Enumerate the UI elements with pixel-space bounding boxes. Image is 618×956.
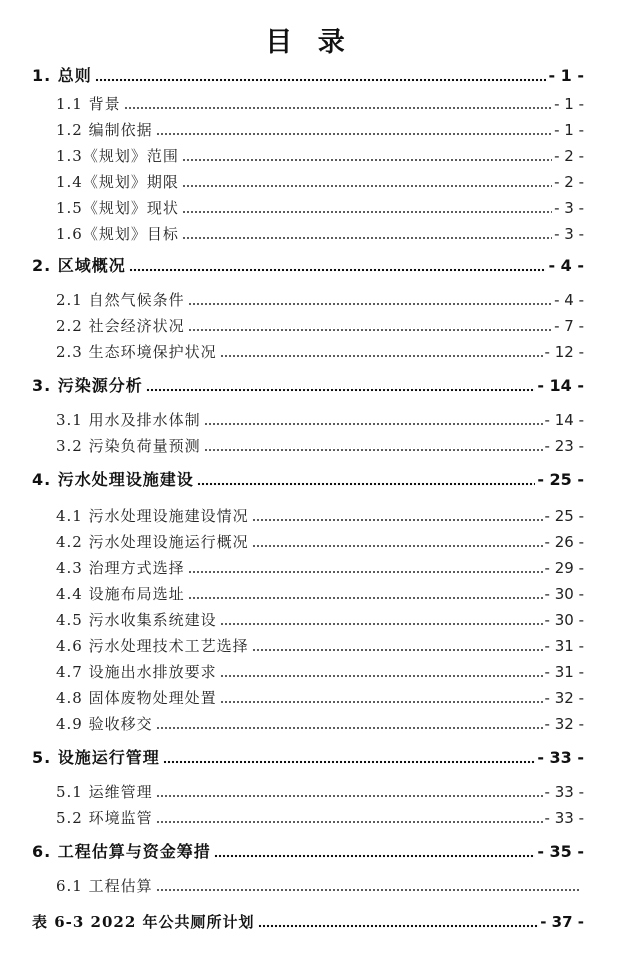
toc-entry-page: - 2 - — [554, 173, 584, 191]
toc-section-entry[interactable] — [0, 432, 618, 456]
toc-table-entry[interactable] — [0, 908, 618, 932]
toc-entry-page: - 1 - — [554, 95, 584, 113]
toc-entry-label: 4.1 污水处理设施建设情况 — [56, 507, 249, 525]
toc-section-entry[interactable] — [0, 632, 618, 656]
toc-entry-label: 1.3《规划》范围 — [56, 147, 179, 165]
toc-entry-page: - 37 - — [540, 913, 584, 931]
toc-entry-label: 2.2 社会经济状况 — [56, 317, 185, 335]
toc-entry-label: 1. 总则 — [32, 66, 92, 85]
toc-chapter-entry[interactable] — [0, 372, 618, 396]
toc-entry-page: - 25 - — [537, 470, 584, 489]
toc-entry-label: 1.1 背景 — [56, 95, 121, 113]
dot-leader — [214, 854, 536, 858]
toc-section-entry[interactable] — [0, 116, 618, 140]
toc-section-entry[interactable] — [0, 312, 618, 336]
dot-leader — [252, 518, 543, 522]
toc-entry-page: - 31 - — [544, 637, 584, 655]
toc-section-entry[interactable] — [0, 554, 618, 578]
toc-section-entry[interactable] — [0, 220, 618, 244]
toc-chapter-entry[interactable] — [0, 466, 618, 490]
dot-leader — [163, 760, 536, 764]
dot-leader — [188, 596, 543, 600]
toc-section-entry[interactable] — [0, 90, 618, 114]
toc-entry-label: 4.8 固体废物处理处置 — [56, 689, 217, 707]
toc-entry-label: 4.6 污水处理技术工艺选择 — [56, 637, 249, 655]
toc-entry-label: 4.9 验收移交 — [56, 715, 153, 733]
toc-entry-label: 3.2 污染负荷量预测 — [56, 437, 201, 455]
toc-section-entry[interactable] — [0, 194, 618, 218]
toc-entry-label: 1.4《规划》期限 — [56, 173, 179, 191]
toc-entry-label: 5.1 运维管理 — [56, 783, 153, 801]
toc-entry-page: - 3 - — [554, 199, 584, 217]
toc-entry-page: - 29 - — [544, 559, 584, 577]
toc-entry-page: - 33 - — [544, 809, 584, 827]
toc-entry-page: - 3 - — [554, 225, 584, 243]
dot-leader — [220, 674, 543, 678]
toc-section-entry[interactable] — [0, 778, 618, 802]
dot-leader — [156, 820, 543, 824]
toc-entry-page: - 35 - — [537, 842, 584, 861]
toc-entry-page: - 14 - — [537, 376, 584, 395]
toc-chapter-entry[interactable] — [0, 62, 618, 86]
toc-entry-page: - 4 - — [548, 256, 584, 275]
toc-entry-label: 4.4 设施布局选址 — [56, 585, 185, 603]
dot-leader — [182, 236, 552, 240]
toc-entry-page: - 2 - — [554, 147, 584, 165]
toc-entry-page: - 33 - — [537, 748, 584, 767]
toc-entry-page: - 23 - — [544, 437, 584, 455]
toc-section-entry[interactable] — [0, 580, 618, 604]
dot-leader — [182, 184, 552, 188]
toc-entry-label: 1.6《规划》目标 — [56, 225, 179, 243]
toc-entry-page: - 1 - — [548, 66, 584, 85]
toc-entry-label: 4.2 污水处理设施运行概况 — [56, 533, 249, 551]
dot-leader — [156, 794, 543, 798]
toc-title: 目 录 — [265, 27, 353, 58]
toc-chapter-entry[interactable] — [0, 838, 618, 862]
dot-leader — [252, 544, 543, 548]
dot-leader — [188, 328, 552, 332]
toc-section-entry[interactable] — [0, 286, 618, 310]
toc-entry-label: 2. 区域概况 — [32, 256, 126, 275]
dot-leader — [129, 268, 547, 272]
toc-chapter-entry[interactable] — [0, 744, 618, 768]
dot-leader — [182, 158, 552, 162]
toc-entry-page: - 1 - — [554, 121, 584, 139]
toc-entry-page: - 12 - — [544, 343, 584, 361]
dot-leader — [258, 924, 539, 928]
toc-entry-label: 5. 设施运行管理 — [32, 748, 160, 767]
dot-leader — [156, 726, 543, 730]
dot-leader — [204, 448, 543, 452]
dot-leader — [220, 354, 543, 358]
toc-section-entry[interactable] — [0, 406, 618, 430]
dot-leader — [124, 106, 552, 110]
toc-entry-label: 6. 工程估算与资金筹措 — [32, 842, 211, 861]
toc-section-entry[interactable] — [0, 872, 618, 896]
toc-section-entry[interactable] — [0, 142, 618, 166]
toc-section-entry[interactable] — [0, 710, 618, 734]
dot-leader — [204, 422, 543, 426]
toc-entry-label: 3.1 用水及排水体制 — [56, 411, 201, 429]
dot-leader — [146, 388, 536, 392]
dot-leader — [220, 700, 543, 704]
dot-leader — [252, 648, 543, 652]
toc-section-entry[interactable] — [0, 606, 618, 630]
toc-section-entry[interactable] — [0, 528, 618, 552]
toc-entry-label: 1.5《规划》现状 — [56, 199, 179, 217]
toc-entry-page: - 30 - — [544, 611, 584, 629]
toc-entry-page: - 32 - — [544, 689, 584, 707]
toc-entry-page: - 32 - — [544, 715, 584, 733]
toc-entry-page: - 7 - — [554, 317, 584, 335]
toc-entry-label: 2.3 生态环境保护状况 — [56, 343, 217, 361]
dot-leader — [220, 622, 543, 626]
dot-leader — [197, 482, 536, 486]
toc-entry-page: - 30 - — [544, 585, 584, 603]
toc-entry-page: - 33 - — [544, 783, 584, 801]
toc-section-entry[interactable] — [0, 502, 618, 526]
toc-entry-label: 4.7 设施出水排放要求 — [56, 663, 217, 681]
toc-section-entry[interactable] — [0, 804, 618, 828]
toc-entry-label: 2.1 自然气候条件 — [56, 291, 185, 309]
toc-entry-page: - 4 - — [554, 291, 584, 309]
toc-entry-page: - 31 - — [544, 663, 584, 681]
toc-entry-label: 6.1 工程估算 — [56, 877, 153, 895]
toc-entry-label: 4.5 污水收集系统建设 — [56, 611, 217, 629]
dot-leader — [156, 888, 580, 892]
toc-entry-label: 4.3 治理方式选择 — [56, 559, 185, 577]
dot-leader — [182, 210, 552, 214]
toc-entry-page: - 14 - — [544, 411, 584, 429]
toc-chapter-entry[interactable] — [0, 252, 618, 276]
toc-entry-page: - 25 - — [544, 507, 584, 525]
toc-section-entry[interactable] — [0, 684, 618, 708]
toc-entry-page: - 26 - — [544, 533, 584, 551]
toc-section-entry[interactable] — [0, 168, 618, 192]
toc-entry-label: 表 6-3 2022 年公共厕所计划 — [32, 913, 255, 931]
toc-entry-label: 4. 污水处理设施建设 — [32, 470, 194, 489]
dot-leader — [188, 302, 552, 306]
toc-entry-label: 5.2 环境监管 — [56, 809, 153, 827]
dot-leader — [95, 78, 547, 82]
toc-section-entry[interactable] — [0, 338, 618, 362]
toc-entry-label: 1.2 编制依据 — [56, 121, 153, 139]
dot-leader — [188, 570, 543, 574]
toc-entry-label: 3. 污染源分析 — [32, 376, 143, 395]
dot-leader — [156, 132, 552, 136]
toc-section-entry[interactable] — [0, 658, 618, 682]
